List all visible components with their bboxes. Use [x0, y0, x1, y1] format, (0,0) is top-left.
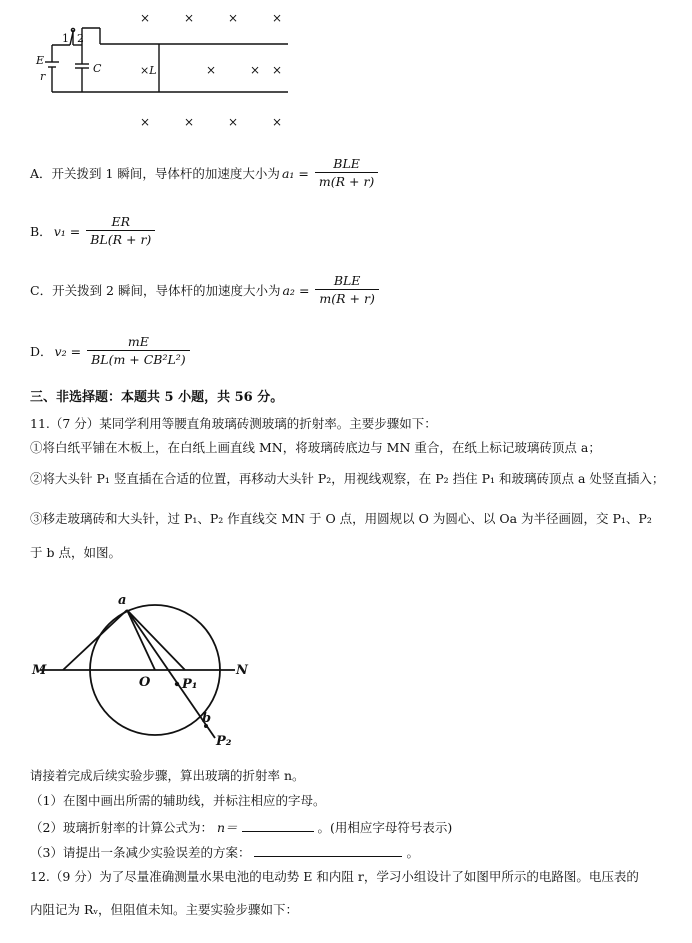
section-heading: 三、非选择题：本题共 5 小题，共 56 分。 — [30, 390, 284, 405]
q11-sub1: （1）在图中画出所需的辅助线，并标注相应的字母。 — [30, 793, 326, 808]
q11-sub3 — [30, 844, 419, 861]
label-M: M — [32, 663, 47, 678]
option-d-denominator: BL(m + CB²L²) — [87, 350, 190, 368]
inductor-label-L: ×L — [140, 64, 157, 77]
circuit-figure — [30, 0, 300, 140]
option-d-lhs: v₂ — [54, 343, 67, 359]
q11-sub2-var: n＝ — [216, 820, 238, 835]
field-cross: × — [140, 11, 151, 25]
field-cross: × — [228, 11, 239, 25]
q11-sub3-suffix: 。 — [406, 845, 419, 860]
option-b — [30, 214, 155, 248]
battery-label-E: E — [36, 54, 45, 67]
option-c-fraction — [315, 273, 378, 307]
capacitor-label-C: C — [93, 62, 102, 75]
q11-prompt: 请接着完成后续实验步骤，算出玻璃的折射率 n。 — [30, 768, 305, 783]
option-c-numerator: BLE — [333, 273, 361, 288]
field-cross: × — [250, 63, 261, 77]
option-a-denominator: m(R + r) — [315, 172, 378, 190]
option-c-text: C．开关拨到 2 瞬间，导体杆的加速度大小为 — [30, 283, 281, 298]
refraction-figure — [30, 588, 260, 758]
q11-sub2 — [30, 819, 452, 836]
battery-label-r: r — [40, 70, 46, 83]
equals-sign: = — [298, 282, 310, 298]
option-d — [30, 334, 190, 368]
q11-step1: ①将白纸平铺在木板上，在白纸上画直线 MN，将玻璃砖底边与 MN 重合，在纸上标记玻璃砖顶点 a； — [30, 440, 601, 455]
q11-step3b: 于 b 点，如图。 — [30, 545, 121, 560]
label-P2: P₂ — [216, 734, 232, 749]
q11-sub3-prefix: （3）请提出一条减少实验误差的方案： — [30, 845, 251, 860]
switch-label-2: 2 — [77, 32, 84, 45]
option-a-fraction — [315, 156, 378, 190]
line-a-O — [127, 610, 155, 670]
pin-P1 — [175, 682, 179, 686]
option-b-numerator: ER — [111, 214, 131, 229]
option-c-denominator: m(R + r) — [315, 289, 378, 307]
label-N: N — [236, 663, 248, 678]
option-a — [30, 156, 378, 190]
field-cross: × — [272, 63, 283, 77]
field-cross: × — [184, 11, 195, 25]
answer-blank-scheme[interactable] — [254, 844, 402, 857]
option-b-denominator: BL(R + r) — [86, 230, 155, 248]
line-a-left — [63, 610, 127, 670]
line-a-right — [127, 610, 185, 670]
option-a-numerator: BLE — [333, 156, 360, 171]
field-cross: × — [272, 11, 283, 25]
q12-line2: 内阻记为 Rᵥ，但阻值未知。主要实验步骤如下： — [30, 902, 299, 917]
label-O: O — [139, 675, 151, 690]
q11-intro: 11.（7 分）某同学利用等腰直角玻璃砖测玻璃的折射率。主要步骤如下： — [30, 416, 437, 431]
q11-step2: ②将大头针 P₁ 竖直插在合适的位置，再移动大头针 P₂，用视线观察，在 P₂ 挡住 P₁ 和玻璃砖顶点 a 处竖直插入； — [30, 471, 665, 486]
field-cross: × — [228, 115, 239, 129]
option-d-fraction — [87, 334, 190, 368]
field-cross: × — [140, 115, 151, 129]
answer-blank-n[interactable] — [242, 819, 314, 832]
q11-step3a: ③移走玻璃砖和大头针，过 P₁、P₂ 作直线交 MN 于 O 点，用圆规以 O 为圆心、以 Oa 为半径画圆，交 P₁、P₂ — [30, 511, 652, 526]
label-b: b — [202, 711, 212, 726]
q12-line1: 12.（9 分）为了尽量准确测量水果电池的电动势 E 和内阻 r，学习小组设计了如图甲所示的电路图。电压表的 — [30, 869, 639, 884]
equals-sign: = — [298, 165, 309, 181]
option-d-numerator: mE — [127, 334, 149, 349]
option-b-text: B． — [30, 224, 52, 239]
label-a: a — [118, 593, 127, 608]
option-a-text: A．开关拨到 1 瞬间，导体杆的加速度大小为 — [30, 166, 280, 181]
option-d-text: D． — [30, 344, 53, 359]
switch-label-1: 1 — [62, 32, 69, 45]
field-cross: × — [184, 115, 195, 129]
field-cross: × — [206, 63, 217, 77]
field-cross: × — [272, 115, 283, 129]
option-c — [30, 273, 379, 307]
equals-sign: = — [70, 343, 82, 359]
option-b-fraction — [86, 214, 155, 248]
option-c-lhs: a₂ — [282, 282, 295, 298]
option-a-lhs: a₁ — [281, 165, 295, 181]
q11-sub2-suffix: 。(用相应字母符号表示) — [317, 820, 453, 835]
label-P1: P₁ — [182, 677, 198, 692]
q11-sub2-prefix: （2）玻璃折射率的计算公式为： — [30, 820, 213, 835]
option-b-lhs: v₁ — [53, 223, 66, 239]
equals-sign: = — [69, 223, 81, 239]
